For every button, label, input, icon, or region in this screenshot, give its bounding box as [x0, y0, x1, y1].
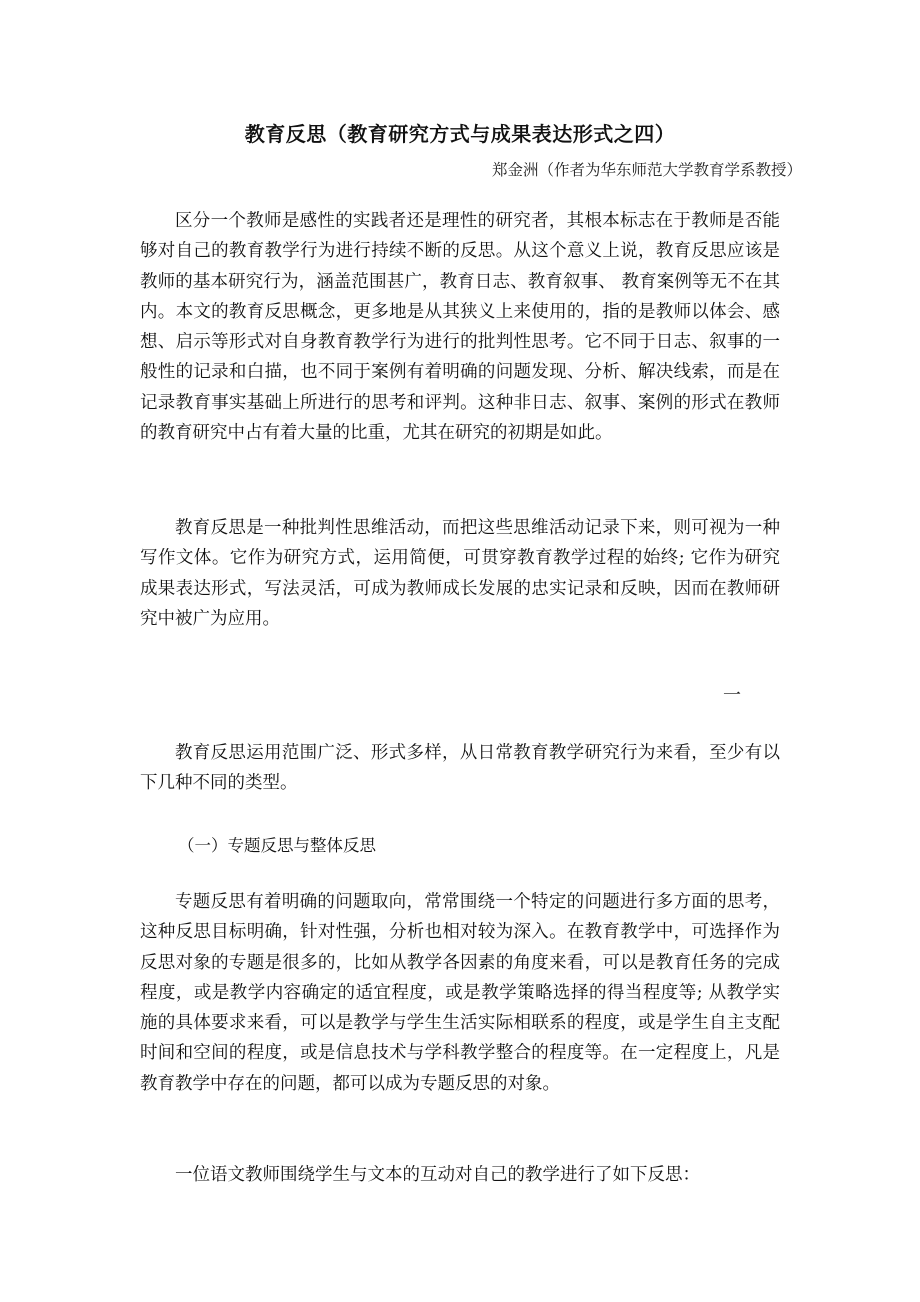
- body-paragraph: 教育反思是一种批判性思维活动，而把这些思维活动记录下来，则可视为一种写作文体。它作为研究方式，运用简便，可贯穿教育教学过程的始终; 它作为研究成果表达形式，写法灵活，可成为教师成长发展的忠实记录和反映，因而在教师研究中被广为应用。: [140, 518, 780, 629]
- body-paragraph: 一位语文教师围绕学生与文本的互动对自己的教学进行了如下反思：: [175, 1165, 700, 1185]
- subsection-heading: （一）专题反思与整体反思: [178, 836, 376, 855]
- body-paragraph: 区分一个教师是感性的实践者还是理性的研究者，其根本标志在于教师是否能够对自己的教育教学行为进行持续不断的反思。从这个意义上说，教育反思应该是教师的基本研究行为，涵盖范围甚广，教育日志、教育叙事、 教育案例等无不在其内。本文的教育反思概念，更多地是从其狭义上来使用的，指的是教师以体会、感想、启示等形式对自身教育教学行为进行的批判性思考。它不同于日志、叙事的一般性的记录和白描，也不同于案例有着明确的问题发现、分析、解决线索，而是在记录教育事实基础上所进行的思考和评判。这种非日志、叙事、案例的形式在教师的教育研究中占有着大量的比重，尤其在研究的初期是如此。: [140, 211, 780, 444]
- section-intro-paragraph: 教育反思运用范围广泛、形式多样，从日常教育教学研究行为来看，至少有以下几种不同的类型。: [140, 743, 780, 794]
- document-title: 教育反思（教育研究方式与成果表达形式之四）: [244, 122, 676, 146]
- section-number: 一: [723, 685, 741, 706]
- body-paragraph: 专题反思有着明确的问题取向，常常围绕一个特定的问题进行多方面的思考，这种反思目标明确，针对性强，分析也相对较为深入。在教育教学中，可选择作为反思对象的专题是很多的，比如从教学各因素的角度来看，可以是教育任务的完成程度，或是教学内容确定的适宜程度，或是教学策略选择的得当程度等; 从教学实施的具体要求来看，可以是教学与学生生活实际相联系的程度，或是学生自主支配时间和空间的程度，或是信息技术与学科教学整合的程度等。在一定程度上，凡是教育教学中存在的问题，都可以成为专题反思的对象。: [140, 892, 780, 1094]
- author-line: 郑金洲（作者为华东师范大学教育学系教授）: [491, 161, 802, 179]
